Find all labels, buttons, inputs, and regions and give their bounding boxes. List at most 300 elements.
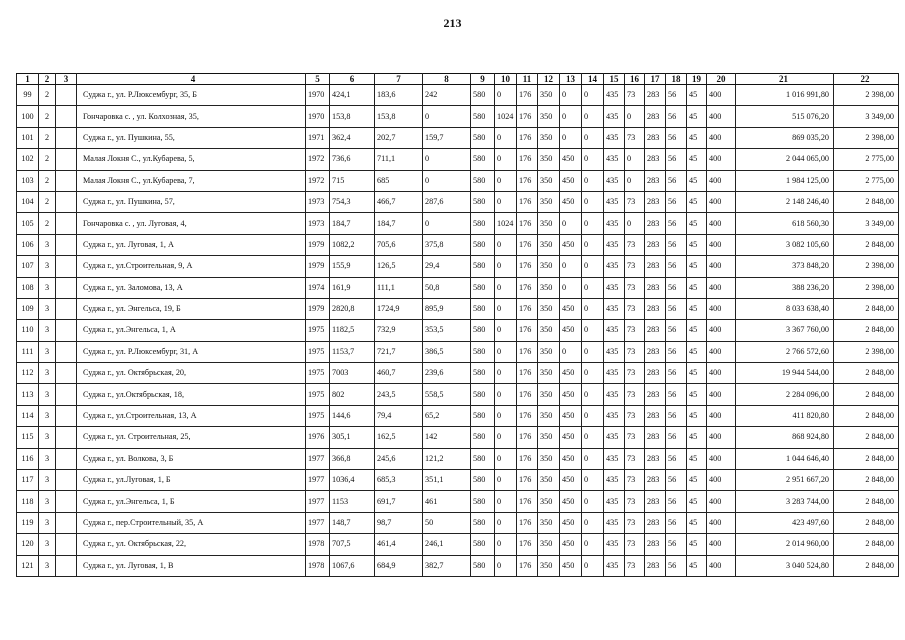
- table-cell: 435: [604, 448, 625, 469]
- table-cell: 45: [687, 405, 707, 426]
- table-cell: 3: [39, 405, 56, 426]
- table-cell: 111,1: [375, 277, 423, 298]
- table-cell: 450: [560, 448, 582, 469]
- table-cell: 1970: [306, 106, 330, 127]
- table-cell: 0: [495, 405, 517, 426]
- table-cell: 461: [423, 491, 471, 512]
- column-header-2: 2: [39, 74, 56, 85]
- table-cell: 45: [687, 234, 707, 255]
- table-cell: 3: [39, 427, 56, 448]
- table-cell: 707,5: [330, 534, 375, 555]
- table-cell: 153,8: [330, 106, 375, 127]
- table-cell: Суджа г., ул.Энгельса, 1, Б: [77, 491, 306, 512]
- table-cell: 2 398,00: [834, 256, 899, 277]
- table-cell: 176: [517, 534, 538, 555]
- table-cell: 1153,7: [330, 341, 375, 362]
- table-cell: 56: [666, 234, 687, 255]
- table-cell: 2 848,00: [834, 512, 899, 533]
- table-cell: 29,4: [423, 256, 471, 277]
- table-cell: 283: [645, 341, 666, 362]
- table-cell: 3: [39, 363, 56, 384]
- table-cell: 2: [39, 213, 56, 234]
- table-cell: 8 033 638,40: [736, 298, 834, 319]
- table-cell: 3: [39, 470, 56, 491]
- table-cell: 3: [39, 298, 56, 319]
- table-cell: 176: [517, 320, 538, 341]
- table-cell: 102: [17, 149, 39, 170]
- table-cell: 283: [645, 555, 666, 576]
- table-cell: 1067,6: [330, 555, 375, 576]
- table-cell: 0: [582, 363, 604, 384]
- table-cell: 2 951 667,20: [736, 470, 834, 491]
- table-cell: 176: [517, 363, 538, 384]
- table-cell: 0: [560, 277, 582, 298]
- table-cell: 45: [687, 384, 707, 405]
- table-row: [17, 256, 899, 277]
- table-cell: 305,1: [330, 427, 375, 448]
- table-cell: 435: [604, 234, 625, 255]
- table-cell: 0: [495, 298, 517, 319]
- table-cell: 435: [604, 534, 625, 555]
- table-cell: [56, 427, 77, 448]
- table-row: [17, 341, 899, 362]
- table-cell: 73: [625, 256, 645, 277]
- table-cell: 351,1: [423, 470, 471, 491]
- table-cell: 283: [645, 277, 666, 298]
- table-cell: 45: [687, 470, 707, 491]
- table-cell: 400: [707, 534, 736, 555]
- table-cell: 56: [666, 491, 687, 512]
- table-cell: 1724,9: [375, 298, 423, 319]
- column-header-12: 12: [538, 74, 560, 85]
- table-cell: 176: [517, 106, 538, 127]
- table-cell: 2 014 960,00: [736, 534, 834, 555]
- table-cell: 350: [538, 448, 560, 469]
- table-cell: [56, 191, 77, 212]
- table-cell: 400: [707, 127, 736, 148]
- table-cell: 111: [17, 341, 39, 362]
- table-cell: 283: [645, 384, 666, 405]
- table-cell: 0: [582, 256, 604, 277]
- table-cell: 460,7: [375, 363, 423, 384]
- table-cell: 1970: [306, 85, 330, 106]
- table-cell: 50: [423, 512, 471, 533]
- table-cell: 435: [604, 298, 625, 319]
- table-cell: 350: [538, 534, 560, 555]
- table-cell: 3 367 760,00: [736, 320, 834, 341]
- table-cell: 45: [687, 106, 707, 127]
- table-row: [17, 191, 899, 212]
- table-cell: 0: [560, 256, 582, 277]
- column-header-10: 10: [495, 74, 517, 85]
- table-cell: 109: [17, 298, 39, 319]
- table-cell: 202,7: [375, 127, 423, 148]
- table-cell: 350: [538, 555, 560, 576]
- table-cell: 0: [495, 363, 517, 384]
- table-body: [17, 85, 899, 577]
- table-cell: 684,9: [375, 555, 423, 576]
- table-cell: 56: [666, 277, 687, 298]
- table-cell: 73: [625, 363, 645, 384]
- table-cell: 0: [582, 555, 604, 576]
- table-cell: 3: [39, 512, 56, 533]
- table-cell: 400: [707, 277, 736, 298]
- table-cell: 0: [582, 470, 604, 491]
- table-cell: 0: [560, 213, 582, 234]
- table-cell: 56: [666, 512, 687, 533]
- table-cell: 0: [495, 149, 517, 170]
- table-cell: 1975: [306, 341, 330, 362]
- table-cell: 2 848,00: [834, 191, 899, 212]
- table-cell: 1971: [306, 127, 330, 148]
- table-cell: 350: [538, 149, 560, 170]
- table-cell: 153,8: [375, 106, 423, 127]
- table-cell: 45: [687, 534, 707, 555]
- table-cell: 2: [39, 127, 56, 148]
- table-cell: Суджа г., ул.Строительная, 9, А: [77, 256, 306, 277]
- table-cell: 400: [707, 149, 736, 170]
- table-cell: 1975: [306, 405, 330, 426]
- table-cell: 3 349,00: [834, 106, 899, 127]
- table-cell: 3 040 524,80: [736, 555, 834, 576]
- column-header-6: 6: [330, 74, 375, 85]
- table-cell: 56: [666, 256, 687, 277]
- table-cell: 423 497,60: [736, 512, 834, 533]
- table-cell: 435: [604, 470, 625, 491]
- table-cell: 73: [625, 191, 645, 212]
- table-row: [17, 555, 899, 576]
- table-cell: 400: [707, 448, 736, 469]
- table-cell: 45: [687, 427, 707, 448]
- table-cell: 176: [517, 213, 538, 234]
- table-cell: 73: [625, 448, 645, 469]
- table-cell: 400: [707, 555, 736, 576]
- table-cell: 283: [645, 320, 666, 341]
- table-cell: 119: [17, 512, 39, 533]
- table-cell: 105: [17, 213, 39, 234]
- table-cell: 56: [666, 191, 687, 212]
- table-cell: 450: [560, 384, 582, 405]
- table-cell: 868 924,80: [736, 427, 834, 448]
- table-cell: 435: [604, 170, 625, 191]
- table-cell: 350: [538, 277, 560, 298]
- table-cell: 0: [495, 534, 517, 555]
- table-cell: 0: [495, 320, 517, 341]
- table-cell: 2 848,00: [834, 405, 899, 426]
- table-cell: 19 944 544,00: [736, 363, 834, 384]
- table-cell: 685: [375, 170, 423, 191]
- table-row: [17, 85, 899, 106]
- table-cell: 2 848,00: [834, 234, 899, 255]
- table-cell: 73: [625, 85, 645, 106]
- table-cell: 400: [707, 384, 736, 405]
- table-cell: Малая Локня С., ул.Кубарева, 5,: [77, 149, 306, 170]
- table-cell: 239,6: [423, 363, 471, 384]
- table-cell: 0: [495, 191, 517, 212]
- table-cell: 353,5: [423, 320, 471, 341]
- table-cell: 1 044 646,40: [736, 448, 834, 469]
- table-cell: 56: [666, 363, 687, 384]
- table-cell: 161,9: [330, 277, 375, 298]
- table-cell: 375,8: [423, 234, 471, 255]
- table-cell: 580: [471, 555, 495, 576]
- table-cell: 7003: [330, 363, 375, 384]
- table-row: [17, 512, 899, 533]
- table-cell: 350: [538, 320, 560, 341]
- table-cell: 450: [560, 363, 582, 384]
- table-cell: 350: [538, 298, 560, 319]
- column-header-1: 1: [17, 74, 39, 85]
- table-cell: 1979: [306, 234, 330, 255]
- table-cell: 45: [687, 191, 707, 212]
- table-cell: Суджа г., ул.Октябрьская, 18,: [77, 384, 306, 405]
- table-cell: 435: [604, 405, 625, 426]
- table-cell: 400: [707, 191, 736, 212]
- table-cell: 580: [471, 384, 495, 405]
- table-cell: 56: [666, 298, 687, 319]
- table-cell: 1972: [306, 170, 330, 191]
- table-cell: 176: [517, 256, 538, 277]
- table-cell: 1979: [306, 256, 330, 277]
- table-cell: 461,4: [375, 534, 423, 555]
- table-cell: [56, 320, 77, 341]
- table-cell: 435: [604, 491, 625, 512]
- table-cell: 184,7: [330, 213, 375, 234]
- table-cell: 0: [423, 170, 471, 191]
- column-header-17: 17: [645, 74, 666, 85]
- table-cell: 0: [625, 106, 645, 127]
- table-cell: 400: [707, 491, 736, 512]
- table-cell: 1972: [306, 149, 330, 170]
- table-cell: Суджа г., ул. Луговая, 1, А: [77, 234, 306, 255]
- table-cell: 2 398,00: [834, 341, 899, 362]
- table-cell: 450: [560, 512, 582, 533]
- table-cell: 73: [625, 234, 645, 255]
- table-cell: [56, 555, 77, 576]
- table-cell: 2 775,00: [834, 170, 899, 191]
- table-cell: 283: [645, 191, 666, 212]
- table-cell: Суджа г., ул. Строительная, 25,: [77, 427, 306, 448]
- table-cell: 1978: [306, 555, 330, 576]
- table-cell: 1979: [306, 298, 330, 319]
- table-cell: 243,5: [375, 384, 423, 405]
- table-cell: 283: [645, 149, 666, 170]
- table-cell: 242: [423, 85, 471, 106]
- table-cell: 435: [604, 127, 625, 148]
- table-cell: 382,7: [423, 555, 471, 576]
- table-cell: 73: [625, 384, 645, 405]
- table-cell: 3: [39, 320, 56, 341]
- table-cell: 2 398,00: [834, 85, 899, 106]
- table-cell: 580: [471, 191, 495, 212]
- table-cell: 0: [495, 234, 517, 255]
- table-cell: [56, 277, 77, 298]
- table-cell: 283: [645, 405, 666, 426]
- table-cell: 45: [687, 127, 707, 148]
- table-cell: 0: [423, 149, 471, 170]
- table-cell: 350: [538, 170, 560, 191]
- table-cell: Суджа г., пер.Строительный, 35, А: [77, 512, 306, 533]
- table-cell: 580: [471, 405, 495, 426]
- table-cell: 45: [687, 555, 707, 576]
- table-cell: 73: [625, 555, 645, 576]
- table-cell: 736,6: [330, 149, 375, 170]
- table-cell: 3: [39, 341, 56, 362]
- table-cell: 1973: [306, 191, 330, 212]
- table-cell: 450: [560, 470, 582, 491]
- table-cell: 2820,8: [330, 298, 375, 319]
- table-cell: 400: [707, 234, 736, 255]
- table-cell: 0: [560, 106, 582, 127]
- table-cell: 715: [330, 170, 375, 191]
- table-cell: [56, 213, 77, 234]
- table-cell: 386,5: [423, 341, 471, 362]
- table-cell: 1976: [306, 427, 330, 448]
- table-cell: 176: [517, 491, 538, 512]
- table-cell: 350: [538, 234, 560, 255]
- table-cell: 0: [582, 106, 604, 127]
- table-cell: 176: [517, 405, 538, 426]
- table-cell: 0: [423, 106, 471, 127]
- table-cell: 350: [538, 127, 560, 148]
- table-cell: 73: [625, 427, 645, 448]
- table-cell: 1153: [330, 491, 375, 512]
- table-cell: 400: [707, 512, 736, 533]
- table-cell: 176: [517, 85, 538, 106]
- table-cell: 126,5: [375, 256, 423, 277]
- table-cell: 580: [471, 427, 495, 448]
- table-cell: 3: [39, 491, 56, 512]
- table-row: [17, 106, 899, 127]
- table-cell: 115: [17, 427, 39, 448]
- table-cell: 0: [582, 234, 604, 255]
- table-cell: 287,6: [423, 191, 471, 212]
- table-cell: 2 398,00: [834, 277, 899, 298]
- table-cell: Суджа г., ул.Энгельса, 1, А: [77, 320, 306, 341]
- table-cell: 45: [687, 448, 707, 469]
- column-header-15: 15: [604, 74, 625, 85]
- table-cell: 184,7: [375, 213, 423, 234]
- table-cell: 1977: [306, 470, 330, 491]
- table-cell: 450: [560, 320, 582, 341]
- table-cell: 400: [707, 170, 736, 191]
- table-cell: 0: [560, 341, 582, 362]
- table-cell: 2 848,00: [834, 427, 899, 448]
- table-cell: 350: [538, 512, 560, 533]
- table-cell: 580: [471, 298, 495, 319]
- table-cell: 350: [538, 405, 560, 426]
- table-cell: 108: [17, 277, 39, 298]
- table-cell: 283: [645, 234, 666, 255]
- table-cell: [56, 234, 77, 255]
- table-row: [17, 149, 899, 170]
- table-cell: 2: [39, 106, 56, 127]
- table-cell: 580: [471, 213, 495, 234]
- table-cell: 400: [707, 363, 736, 384]
- table-cell: 0: [582, 149, 604, 170]
- table-cell: 1036,4: [330, 470, 375, 491]
- column-header-11: 11: [517, 74, 538, 85]
- table-cell: 176: [517, 448, 538, 469]
- table-cell: 0: [582, 191, 604, 212]
- table-cell: 802: [330, 384, 375, 405]
- table-cell: 435: [604, 320, 625, 341]
- table-cell: 0: [495, 256, 517, 277]
- table-cell: 56: [666, 470, 687, 491]
- table-row: [17, 405, 899, 426]
- table-cell: 0: [582, 277, 604, 298]
- table-row: [17, 234, 899, 255]
- table-cell: 3 349,00: [834, 213, 899, 234]
- table-cell: 1974: [306, 277, 330, 298]
- table-cell: [56, 448, 77, 469]
- table-cell: 45: [687, 277, 707, 298]
- table-cell: 362,4: [330, 127, 375, 148]
- table-cell: 2 775,00: [834, 149, 899, 170]
- table-cell: 0: [495, 512, 517, 533]
- table-cell: 721,7: [375, 341, 423, 362]
- table-cell: 0: [495, 555, 517, 576]
- table-cell: 1977: [306, 512, 330, 533]
- table-cell: 0: [495, 85, 517, 106]
- table-cell: 113: [17, 384, 39, 405]
- column-header-19: 19: [687, 74, 707, 85]
- table-cell: 350: [538, 491, 560, 512]
- table-cell: 176: [517, 298, 538, 319]
- table-cell: 45: [687, 256, 707, 277]
- table-cell: 99: [17, 85, 39, 106]
- table-cell: 0: [582, 85, 604, 106]
- table-cell: 2 766 572,60: [736, 341, 834, 362]
- table-header: [17, 74, 899, 85]
- table-cell: 107: [17, 256, 39, 277]
- table-cell: 283: [645, 298, 666, 319]
- table-cell: 618 560,30: [736, 213, 834, 234]
- table-cell: 0: [582, 405, 604, 426]
- table-cell: 450: [560, 405, 582, 426]
- table-cell: 65,2: [423, 405, 471, 426]
- table-cell: 2: [39, 170, 56, 191]
- table-cell: 0: [625, 170, 645, 191]
- table-row: [17, 363, 899, 384]
- table-cell: 580: [471, 470, 495, 491]
- table-cell: 283: [645, 85, 666, 106]
- table-cell: 50,8: [423, 277, 471, 298]
- table-cell: 2: [39, 191, 56, 212]
- table-cell: 580: [471, 277, 495, 298]
- table-cell: 0: [495, 341, 517, 362]
- table-cell: Суджа г., ул. Энгельса, 19, Б: [77, 298, 306, 319]
- table-cell: 176: [517, 512, 538, 533]
- table-cell: 1977: [306, 491, 330, 512]
- table-cell: 1024: [495, 213, 517, 234]
- table-cell: 0: [582, 427, 604, 448]
- table-cell: 100: [17, 106, 39, 127]
- table-cell: 1973: [306, 213, 330, 234]
- table-cell: 2 398,00: [834, 127, 899, 148]
- table-cell: 176: [517, 427, 538, 448]
- table-cell: 283: [645, 256, 666, 277]
- column-header-13: 13: [560, 74, 582, 85]
- table-cell: 45: [687, 341, 707, 362]
- table-cell: 283: [645, 448, 666, 469]
- table-cell: 2 848,00: [834, 555, 899, 576]
- table-cell: 283: [645, 127, 666, 148]
- table-cell: 0: [560, 85, 582, 106]
- table-cell: 400: [707, 256, 736, 277]
- column-header-22: 22: [834, 74, 899, 85]
- table-cell: 73: [625, 470, 645, 491]
